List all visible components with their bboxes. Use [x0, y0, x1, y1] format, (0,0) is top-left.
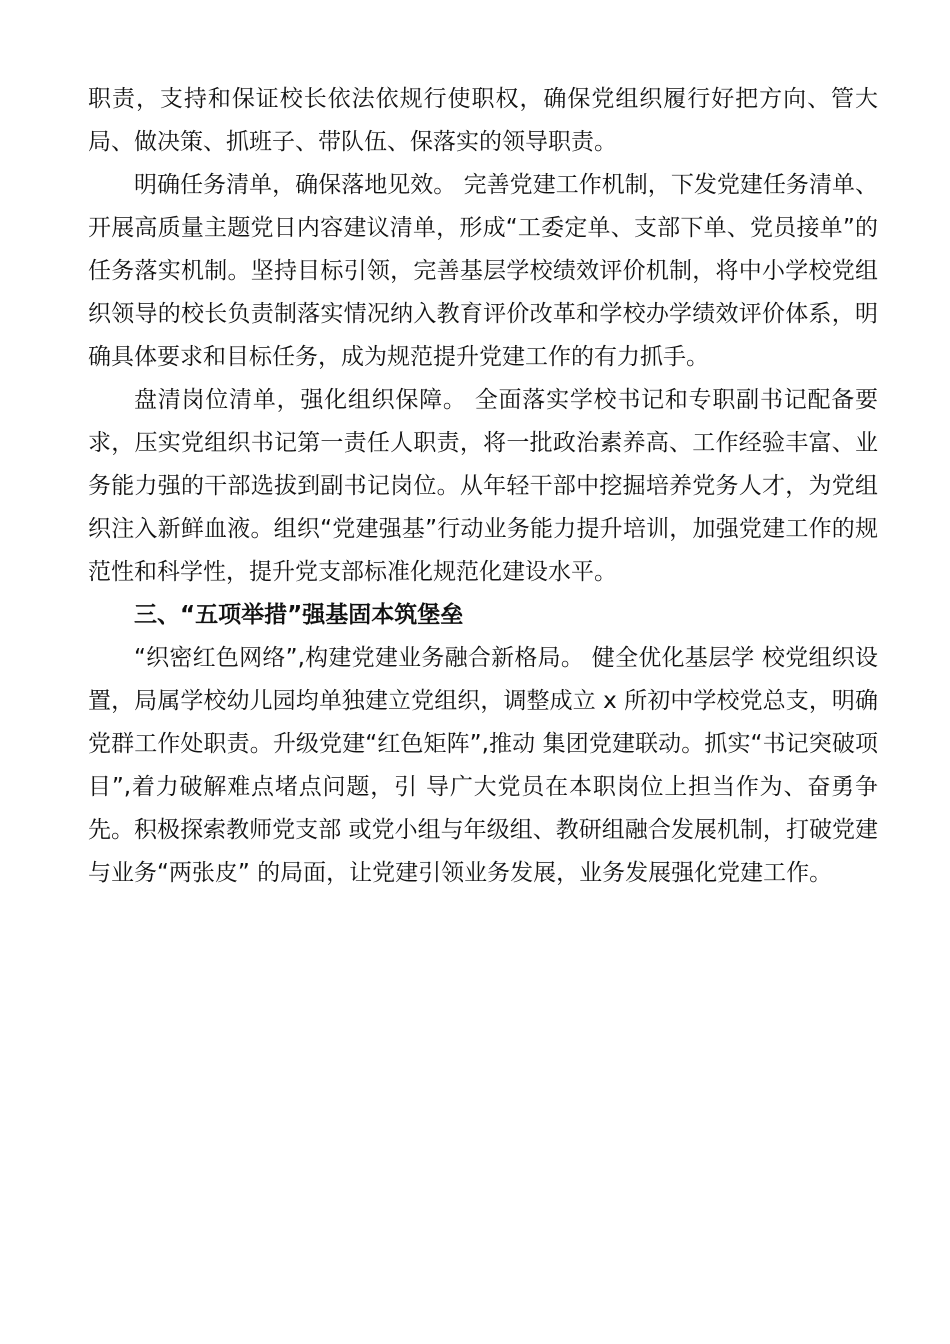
- paragraph-red-network: “织密红色网络”,构建党建业务融合新格局。 健全优化基层学 校党组织设置，局属学校幼儿园均单独建立党组织，调整成立 x 所初中学校党总支，明确党群工作处职责。升级党建“红色矩阵”,推动 集团党建联动。抓实“书记突破项目”,着力破解难点堵点问题，引 导广大党员在本职岗位上担当作为、奋勇争先。积极探索教师党支部 或党小组与年级组、教研组融合发展机制，打破党建与业务“两张皮” 的局面，让党建引领业务发展，业务发展强化党建工作。: [88, 645, 878, 886]
- section-heading: 三、“五项举措”强基固本筑堡垒: [134, 602, 464, 628]
- paragraph-task-list: 明确任务清单，确保落地见效。 完善党建工作机制，下发党建任务清单、开展高质量主题党日内容建议清单，形成“工委定单、支部下单、党员接单”的任务落实机制。坚持目标引领，完善基层学校绩效评价机制，将中小学校党组织领导的校长负责制落实情况纳入教育评价改革和学校办学绩效评价体系，明确具体要求和目标任务，成为规范提升党建工作的有力抓手。: [88, 172, 878, 370]
- paragraph-post-list: 盘清岗位清单，强化组织保障。 全面落实学校书记和专职副书记配备要求，压实党组织书记第一责任人职责，将一批政治素养高、工作经验丰富、业务能力强的干部选拔到副书记岗位。从年轻干部中挖掘培养党务人才，为党组织注入新鲜血液。组织“党建强基”行动业务能力提升培训，加强党建工作的规范性和科学性，提升党支部标准化规范化建设水平。: [88, 387, 878, 585]
- document-page: [88, 78, 878, 895]
- paragraph-continuation: 职责，支持和保证校长依法依规行使职权，确保党组织履行好把方向、管大局、做决策、抓班子、带队伍、保落实的领导职责。: [88, 86, 878, 155]
